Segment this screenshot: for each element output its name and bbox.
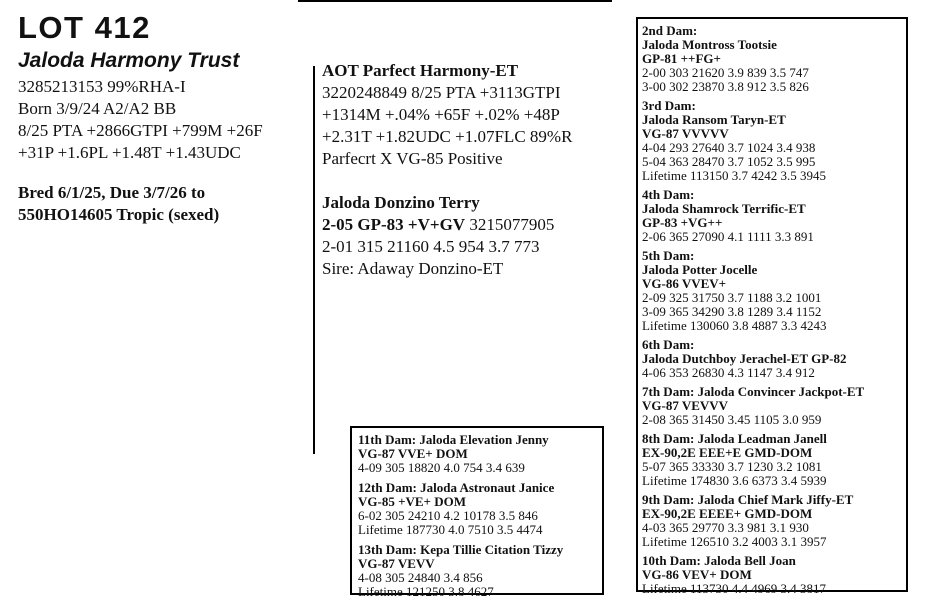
dam-entry-heading: 4th Dam: [642,187,695,202]
dam-entry-heading: 7th Dam: Jaloda Convincer Jackpot-ET [642,384,865,399]
dam-entry [358,433,602,475]
dam-entry-heading: Jaloda Shamrock Terrific-ET [642,201,806,216]
dam-entry-heading: 10th Dam: Jaloda Bell Joan [642,553,796,568]
dam-entry [642,99,906,183]
dam-entry-record: 4-09 305 18820 4.0 754 3.4 639 [358,460,525,475]
sire-line: 3220248849 8/25 PTA +3113GTPI [322,83,561,102]
dam-entry-record: 4-08 305 24840 3.4 856 [358,570,483,585]
dam-entry-record: 3-00 302 23870 3.8 912 3.5 826 [642,79,809,94]
dam-entry [642,188,906,244]
animal-info-line: +31P +1.6PL +1.48T +1.43UDC [18,143,241,162]
dam-name: Jaloda Donzino Terry [322,193,480,212]
animal-info-line: 3285213153 99%RHA-I [18,77,186,96]
sire-line: +1314M +.04% +65F +.02% +48P [322,105,560,124]
dam-entry [642,338,906,380]
dam-entry-heading: Jaloda Dutchboy Jerachel-ET GP-82 [642,351,847,366]
dam-entry-heading: Jaloda Montross Tootsie [642,37,777,52]
dam-entry-record: 4-06 353 26830 4.3 1147 3.4 912 [642,365,815,380]
dam-entry-heading: 3rd Dam: [642,98,696,113]
sire-name: AOT Parfect Harmony-ET [322,61,519,80]
dam-entry-record: Lifetime 113730 4.4 4969 3.4 3817 [642,581,827,596]
dam-entry-heading: VG-86 VVEV+ [642,276,727,291]
dam-entry-record: 4-04 293 27640 3.7 1024 3.4 938 [642,140,816,155]
dam-entry [642,493,906,549]
dam-entry-record: 2-00 303 21620 3.9 839 3.5 747 [642,65,809,80]
dam-entry-heading: VG-86 VEV+ DOM [642,567,752,582]
dam-line: Sire: Adaway Donzino-ET [322,259,504,278]
dam-entry-record: 5-07 365 33330 3.7 1230 3.2 1081 [642,459,822,474]
animal-info-line: Born 3/9/24 A2/A2 BB [18,99,177,118]
sire-section [322,60,572,170]
dam-entry-record: Lifetime 126510 3.2 4003 3.1 3957 [642,534,827,549]
pedigree-divider-line [313,66,315,454]
dam-entry-heading: Jaloda Ransom Taryn-ET [642,112,786,127]
dam-entry [358,543,602,599]
dam-entry-heading: GP-81 ++FG+ [642,51,721,66]
dam-entry-record: 3-09 365 34290 3.8 1289 3.4 1152 [642,304,822,319]
dam-entry-record: Lifetime 187730 4.0 7510 3.5 4474 [358,522,543,537]
dam-entry-record: 4-03 365 29770 3.3 981 3.1 930 [642,520,809,535]
dam-entry-heading: 5th Dam: [642,248,695,263]
dam-classification [322,214,554,236]
breeding-info-line: Bred 6/1/25, Due 3/7/26 to [18,183,206,202]
ancestry-box-2nd-to-10th-dam [636,17,908,596]
dam-entry-heading: 13th Dam: Kepa Tillie Citation Tizzy [358,542,564,557]
dam-entry-heading: 12th Dam: Jaloda Astronaut Janice [358,480,555,495]
dam-entry [642,24,906,94]
dam-entry-heading: 9th Dam: Jaloda Chief Mark Jiffy-ET [642,492,854,507]
dam-section [322,192,554,280]
dam-entry-heading: VG-87 VVVVV [642,126,729,141]
dam-entry [642,432,906,488]
dam-classification-score: 2-05 GP-83 +V+GV [322,215,466,234]
dam-entry-heading: 8th Dam: Jaloda Leadman Janell [642,431,827,446]
dam-entry-record: 2-08 365 31450 3.45 1105 3.0 959 [642,412,822,427]
dam-line: 2-01 315 21160 4.5 954 3.7 773 [322,237,540,256]
dam-entry-heading: 2nd Dam: [642,23,698,38]
breeding-info [18,182,219,226]
dam-entry-heading: EX-90,2E EEE+E GMD-DOM [642,445,813,460]
dam-entry [642,554,906,596]
dam-entry-heading: VG-85 +VE+ DOM [358,494,466,509]
ancestry-box-11th-to-13th-dam [350,426,604,599]
dam-entry-heading: GP-83 +VG++ [642,215,723,230]
dam-entry-heading: 6th Dam: [642,337,695,352]
breeding-info-line: 550HO14605 Tropic (sexed) [18,205,220,224]
dam-entry-heading: VG-87 VEVV [358,556,435,571]
sire-line: +2.31T +1.82UDC +1.07FLC 89%R [322,127,573,146]
animal-info [18,76,263,164]
dam-registration-number: 3215077905 [465,215,555,234]
dam-entry-record: 2-09 325 31750 3.7 1188 3.2 1001 [642,290,822,305]
dam-entry-record: Lifetime 130060 3.8 4887 3.3 4243 [642,318,827,333]
dam-entry-record: Lifetime 113150 3.7 4242 3.5 3945 [642,168,827,183]
top-divider-line [298,0,612,2]
dam-entry [358,481,602,537]
dam-entry [642,385,906,427]
dam-entry-heading: Jaloda Potter Jocelle [642,262,758,277]
animal-name: Jaloda Harmony Trust [18,49,240,72]
dam-entry-record: 2-06 365 27090 4.1 1111 3.3 891 [642,229,814,244]
dam-entry-heading: VG-87 VVE+ DOM [358,446,468,461]
sire-line: Parfecrt X VG-85 Positive [322,149,503,168]
animal-info-line: 8/25 PTA +2866GTPI +799M +26F [18,121,263,140]
dam-entry-record: 6-02 305 24210 4.2 10178 3.5 846 [358,508,538,523]
dam-entry-heading: 11th Dam: Jaloda Elevation Jenny [358,432,549,447]
dam-entry-record: Lifetime 174830 3.6 6373 3.4 5939 [642,473,827,488]
dam-entry [642,249,906,333]
dam-entry-heading: EX-90,2E EEEE+ GMD-DOM [642,506,813,521]
dam-entry-heading: VG-87 VEVVV [642,398,729,413]
dam-entry-record: Lifetime 121250 3.8 4627 [358,584,494,599]
dam-entry-record: 5-04 363 28470 3.7 1052 3.5 995 [642,154,816,169]
lot-number: LOT 412 [18,10,151,45]
